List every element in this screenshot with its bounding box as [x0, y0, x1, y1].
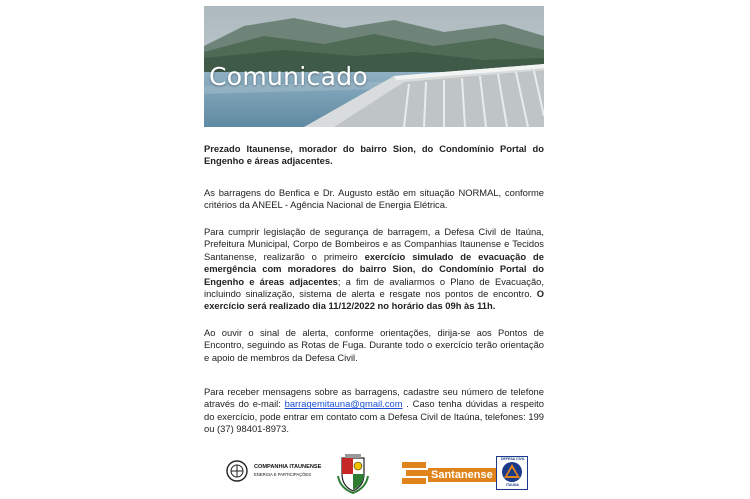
- itaunense-logo-text: [254, 464, 321, 478]
- itaunense-emblem-icon: [226, 460, 248, 482]
- exercise-date: O exercício será realizado dia 11/12/2022 no horário das 09h às 11h.: [204, 288, 544, 312]
- exercise-highlight: exercício simulado de evacuação de emergência com moradores do bairro Sion, do Condomínio Portal do Engenho e áreas adjacentes: [204, 250, 544, 287]
- contact-intro: Para receber mensagens sobre as barragens, cadastre seu número de telefone através do e-mail:: [204, 386, 544, 410]
- defesa-civil-top-label: DEFESA CIVIL: [501, 457, 525, 461]
- notice-document: [204, 6, 544, 493]
- header-banner: [204, 6, 544, 127]
- greeting-paragraph: Prezado Itaunense, morador do bairro Sion, do Condomínio Portal do Engenho e áreas adjacentes.: [204, 143, 544, 167]
- itaunense-subtitle: ENERGIA E PARTICIPAÇÕES: [254, 472, 312, 477]
- exercise-paragraph: [204, 226, 544, 313]
- exercise-purpose: ; a fim de avaliarmos o Plano de Evacuação, incluindo sinalização, sistema de alerta e resgate nos pontos de encontro.: [204, 275, 544, 300]
- banner-title: Comunicado: [209, 62, 368, 91]
- alert-instructions-paragraph: Ao ouvir o sinal de alerta, conforme orientações, dirija-se aos Pontos de Encontro, seguindo as Rotas de Fuga. Durante todo o exercício terão orientação e apoio de membros da Defesa Civil.: [204, 327, 544, 363]
- itaunense-name: COMPANHIA ITAUNENSE: [254, 464, 322, 470]
- santanense-logo-icon: [402, 460, 430, 486]
- itauna-coat-of-arms-icon: [336, 454, 370, 494]
- contact-details: . Caso tenha dúvidas a respeito do exercício, pode entrar em contato com a Defesa Civil de Itaúna, telefones: 199 ou (37) 98401-8973.: [204, 398, 544, 435]
- sponsor-logos: [204, 454, 544, 494]
- defesa-civil-bottom-label: ITAÚNA: [506, 483, 519, 487]
- contact-paragraph: [204, 386, 544, 436]
- exercise-intro: Para cumprir legislação de segurança de barragem, a Defesa Civil de Itaúna, Prefeitura Municipal, Corpo de Bombeiros e as Companhias Itaunense e Tecidos Santanense, realizarão o primeiro: [204, 226, 544, 262]
- email-link[interactable]: barragemitauna@gmail.com: [284, 398, 403, 410]
- status-paragraph: As barragens do Benfica e Dr. Augusto estão em situação NORMAL, conforme critérios da ANEEL - Agência Nacional de Energia Elétrica.: [204, 187, 544, 211]
- santanense-wordmark: Santanense: [428, 468, 496, 482]
